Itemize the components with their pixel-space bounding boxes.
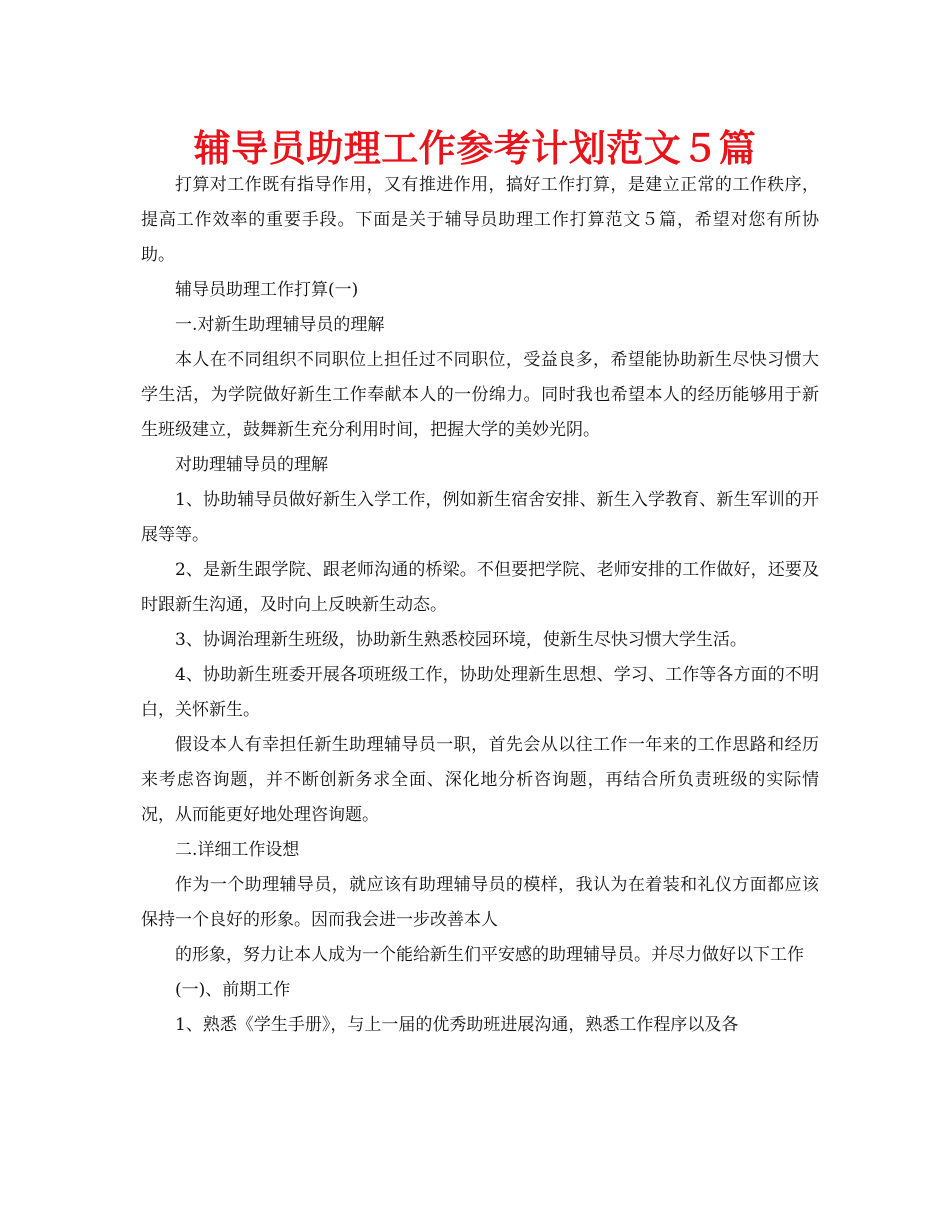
document-title: 辅导员助理工作参考计划范文５篇: [193, 127, 757, 170]
document-body: [141, 168, 819, 1043]
paragraph-image-continued: 的形象，努力让本人成为一个能给新生们平安感的助理辅导员。并尽力做好以下工作: [175, 945, 804, 965]
list-item-3: 3、协调治理新生班级，协助新生熟悉校园环境，使新生尽快习惯大学生活。: [175, 630, 747, 650]
paragraph-image: 作为一个助理辅导员，就应该有助理辅导员的模样，我认为在着装和礼仪方面都应该保持一个良好的形象。因而我会进一步改善本人: [141, 875, 819, 930]
list-item-1: 1、协助辅导员做好新生入学工作，例如新生宿舍安排、新生入学教育、新生军训的开展等等。: [141, 490, 819, 545]
paragraph-self-introduction: 本人在不同组织不同职位上担任过不同职位，受益良多，希望能协助新生尽快习惯大学生活，为学院做好新生工作奉献本人的一份绵力。同时我也希望本人的经历能够用于新生班级建立，鼓舞新生充分利用时间，把握大学的美妙光阴。: [141, 350, 819, 440]
section-heading-detailed-plan: 二.详细工作设想: [175, 840, 300, 860]
paragraph-intro: 打算对工作既有指导作用，又有推进作用，搞好工作打算，是建立正常的工作秩序，提高工作效率的重要手段。下面是关于辅导员助理工作打算范文５篇，希望对您有所协助。: [141, 175, 819, 265]
section-heading-understanding: 一.对新生助理辅导员的理解: [175, 315, 385, 335]
list-item-4: 4、协助新生班委开展各项班级工作，协助处理新生思想、学习、工作等各方面的不明白，关怀新生。: [141, 665, 819, 720]
list-item-early-1: 1、熟悉《学生手册》，与上一届的优秀助班进展沟通，熟悉工作程序以及各: [175, 1015, 739, 1035]
list-item-2: 2、是新生跟学院、跟老师沟通的桥梁。不但要把学院、老师安排的工作做好，还要及时跟新生沟通，及时向上反映新生动态。: [141, 560, 819, 615]
section-heading-plan-1: 辅导员助理工作打算(一): [175, 280, 359, 300]
subheading-assistant-understanding: 对助理辅导员的理解: [175, 455, 328, 475]
paragraph-if-selected: 假设本人有幸担任新生助理辅导员一职，首先会从以往工作一年来的工作思路和经历来考虑咨询题，并不断创新务求全面、深化地分析咨询题，再结合所负责班级的实际情况，从而能更好地处理咨询题。: [141, 735, 819, 825]
subheading-early-work: (一)、前期工作: [175, 980, 291, 1000]
